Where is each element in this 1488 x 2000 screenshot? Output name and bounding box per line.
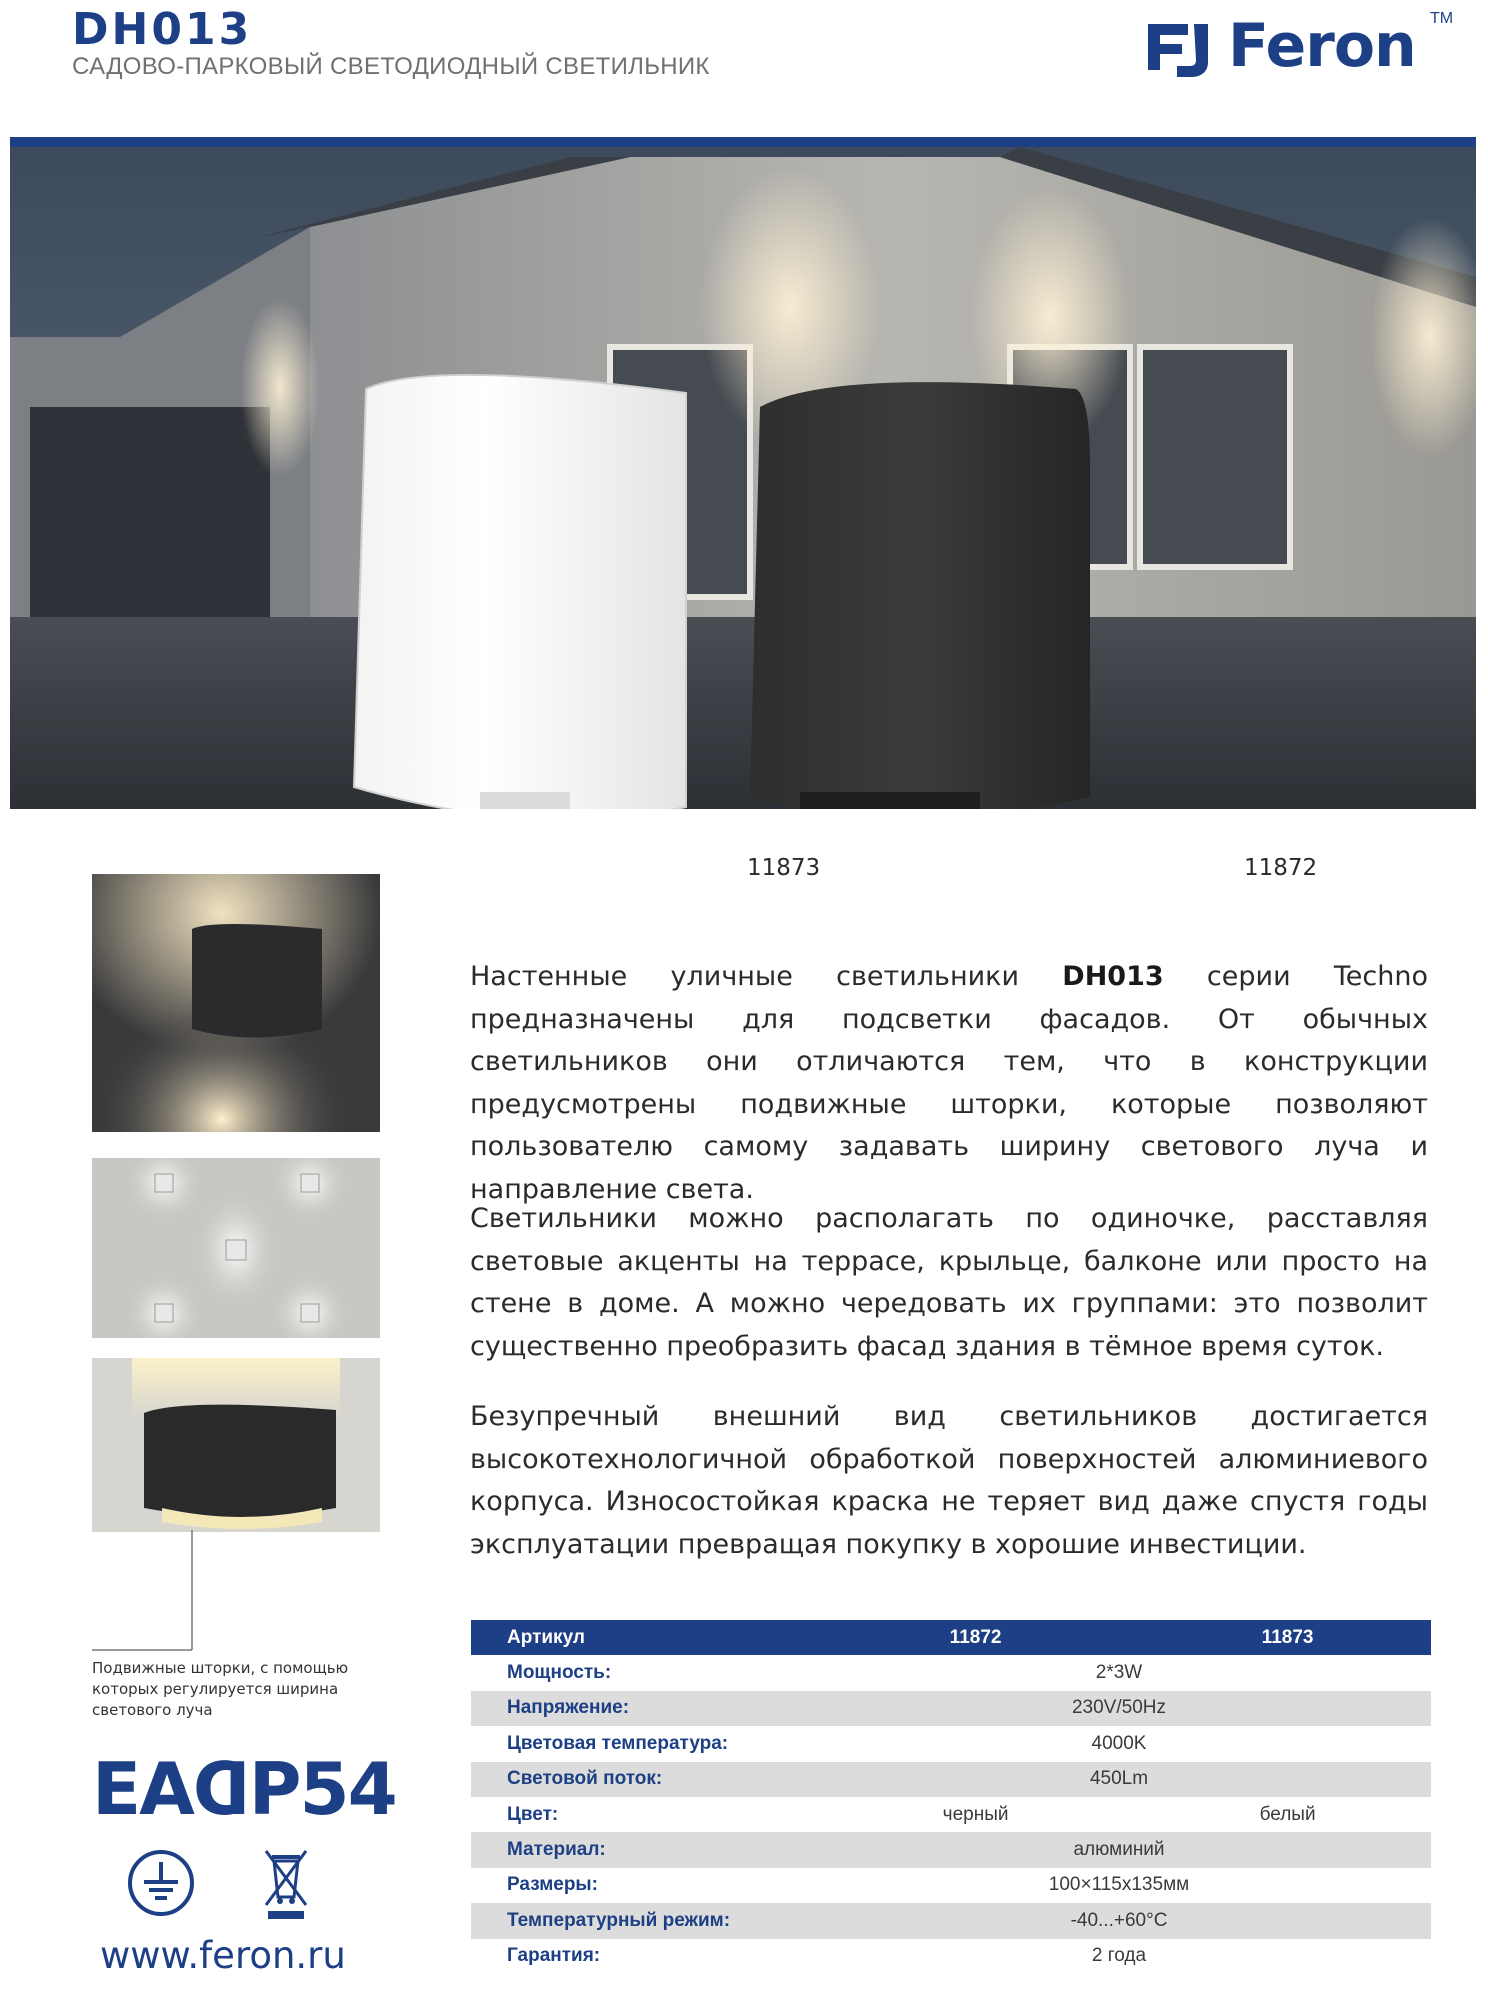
spec-row-color: [471, 1797, 1431, 1832]
feron-logo: [1140, 10, 1454, 82]
spec-row-voltage: [471, 1691, 1431, 1726]
spec-row-color-temperature: [471, 1726, 1431, 1761]
description-text: Настенные уличные светильники: [470, 961, 1063, 992]
caption-pointer-line: [92, 1530, 202, 1660]
description-text: серии Techno предназначены для подсветки фасадов. От обычных светильников они отличаются тем, что в конструкции предусмотрены подвижные шторки, которые позволяют пользователю самому задавать ширину светового луча и направление света.: [470, 961, 1428, 1205]
hero-photo: [10, 147, 1476, 809]
house-night-photo: [10, 147, 1476, 809]
header-divider: [10, 137, 1476, 147]
weee-bin-icon: [262, 1845, 310, 1921]
spec-header-col2: 11873: [1144, 1620, 1431, 1655]
spec-value-col1: черный: [807, 1797, 1144, 1832]
product-code-black: 11872: [1244, 855, 1318, 881]
spec-label: Размеры:: [471, 1868, 807, 1903]
ground-icon: [126, 1848, 196, 1918]
trademark-mark: TM: [1430, 10, 1454, 27]
spec-label: Температурный режим:: [471, 1903, 807, 1938]
spec-value: 4000K: [807, 1726, 1431, 1761]
spec-label: Цветовая температура:: [471, 1726, 807, 1761]
spec-table: [471, 1620, 1431, 1974]
description-model-bold: DH013: [1062, 961, 1164, 992]
spec-header-label: Артикул: [471, 1620, 807, 1655]
spec-label: Материал:: [471, 1832, 807, 1867]
spec-value: 100×115х135мм: [807, 1868, 1431, 1903]
spec-label: Гарантия:: [471, 1939, 807, 1974]
spec-value: алюминий: [807, 1832, 1431, 1867]
spec-value: 2 года: [807, 1939, 1431, 1974]
spec-label: Световой поток:: [471, 1762, 807, 1797]
thumb-lamp-on-brick: [92, 874, 380, 1132]
spec-value: 230V/50Hz: [807, 1691, 1431, 1726]
spec-row-dimensions: [471, 1868, 1431, 1903]
black-lamp-11872: [750, 382, 1090, 809]
spec-value: 450Lm: [807, 1762, 1431, 1797]
thumb-shutters-closeup: [92, 1358, 380, 1532]
thumb-group-lights: [92, 1158, 380, 1338]
eac-mark: EAC: [92, 1747, 244, 1831]
spec-label: Цвет:: [471, 1797, 807, 1832]
feron-logo-mark-icon: [1140, 10, 1220, 82]
spec-row-power: [471, 1655, 1431, 1690]
shutters-caption: Подвижные шторки, с помощью которых регулируется ширина светового луча: [92, 1659, 349, 1719]
product-code-white: 11873: [747, 855, 821, 881]
spec-header-row: [471, 1620, 1431, 1655]
spec-value: 2*3W: [807, 1655, 1431, 1690]
spec-label: Напряжение:: [471, 1691, 807, 1726]
spec-row-material: [471, 1832, 1431, 1867]
description-paragraph-3: Безупречный внешний вид светильников достигается высокотехнологичной обработкой поверхностей алюминиевого корпуса. Износостойкая краска не теряет вид даже спустя годы эксплуатации превращая покупку в хорошие инвестиции.: [470, 1401, 1428, 1560]
description-paragraph-1: [470, 956, 1428, 1211]
brand-name: Feron: [1228, 11, 1416, 81]
spec-header-col1: 11872: [807, 1620, 1144, 1655]
spec-row-temperature-range: [471, 1903, 1431, 1938]
white-lamp-11873: [354, 375, 686, 809]
spec-row-warranty: [471, 1939, 1431, 1974]
spec-row-luminous-flux: [471, 1762, 1431, 1797]
product-subtitle: САДОВО-ПАРКОВЫЙ СВЕТОДИОДНЫЙ СВЕТИЛЬНИК: [72, 53, 710, 80]
website-link[interactable]: www.feron.ru: [100, 1934, 346, 1977]
spec-label: Мощность:: [471, 1655, 807, 1690]
description-paragraph-2: Светильники можно располагать по одиночке, расставляя световые акценты на террасе, крыльце, балконе или просто на стене в доме. А можно чередовать их группами: это позволит существенно преобразить фасад здания в тёмное время суток.: [470, 1203, 1428, 1362]
garage-door: [30, 407, 270, 617]
certification-marks: [92, 1746, 396, 1832]
spec-value: -40...+60°C: [807, 1903, 1431, 1938]
product-model: DH013: [72, 4, 253, 55]
spec-value-col2: белый: [1144, 1797, 1431, 1832]
ip54-rating: IP54: [224, 1747, 396, 1831]
